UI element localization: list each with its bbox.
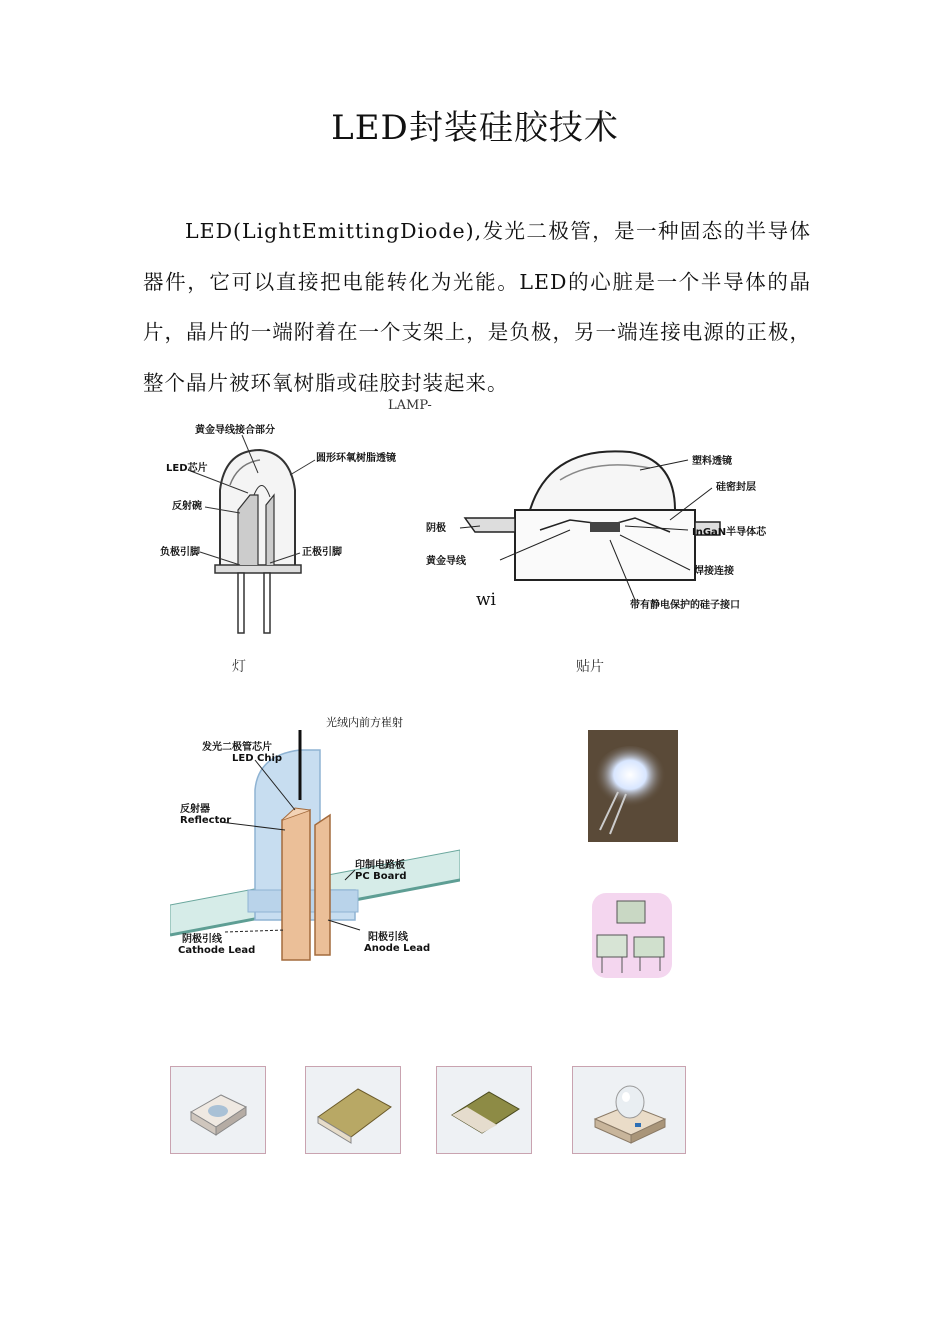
smd-thumb-2: [305, 1066, 401, 1154]
intro-paragraph: LED(LightEmittingDiode),发光二极管，是一种固态的半导体器件，它可以直接把电能转化为光能。LED的心脏是一个半导体的晶片，晶片的一端附着在一个支架上，是负极，另一端连接电源的正极，整个晶片被环氧树脂或硅胶封装起来。: [143, 219, 811, 395]
lamp-label-2: 反射碗: [172, 501, 202, 512]
lamp-label-1: LED芯片: [166, 463, 208, 474]
smd-thumb-3: [436, 1066, 532, 1154]
smd-thumb-1: [170, 1066, 266, 1154]
smd-label-3: InGaN半导体芯: [692, 527, 767, 538]
smd-label-0: 塑料透镜: [692, 456, 732, 467]
smd-mark: wi: [476, 590, 496, 610]
detail-label-7: Cathode Lead: [178, 945, 256, 956]
lamp-label-0: 黄金导线接合部分: [195, 425, 275, 436]
lamp-caption: 灯: [232, 659, 246, 675]
smd-label-5: 焊接连接: [694, 566, 734, 577]
smd-label-1: 硅密封层: [716, 482, 756, 493]
lamp-label-4: 圆形环氧树脂透镜: [316, 453, 396, 464]
detail-label-3: Reflector: [180, 815, 232, 826]
detail-label-4: 印制电路板: [355, 860, 405, 871]
detail-label-1: LED Chip: [232, 753, 283, 764]
smd-caption: 贴片: [576, 659, 604, 675]
detail-label-6: 阴极引线: [182, 934, 222, 945]
detail-label-9: Anode Lead: [364, 943, 431, 954]
detail-label-0: 发光二极管芯片: [202, 742, 272, 753]
lit-led-photo: [588, 730, 678, 842]
page-title: LED封装硅胶技术: [331, 108, 619, 148]
detail-label-5: PC Board: [355, 871, 407, 882]
detail-label-2: 反射器: [180, 804, 210, 815]
smd-label-2: 阴极: [426, 523, 446, 534]
lamp-label-3: 负极引脚: [160, 547, 200, 558]
lamp-led-diagram: [150, 415, 410, 640]
lamp-label-5: 正极引脚: [302, 547, 342, 558]
lamp-header: LAMP-: [388, 398, 432, 413]
led-pcb-diagram: [170, 730, 460, 970]
smd-label-6: 带有静电保护的硅子接口: [630, 600, 740, 611]
superflux-led-photo: [592, 893, 672, 978]
smd-label-4: 黄金导线: [426, 556, 466, 567]
smd-thumb-4: [572, 1066, 686, 1154]
detail-label-8: 阳极引线: [368, 932, 408, 943]
detail-note: 光绒内前方崔射: [326, 716, 403, 729]
